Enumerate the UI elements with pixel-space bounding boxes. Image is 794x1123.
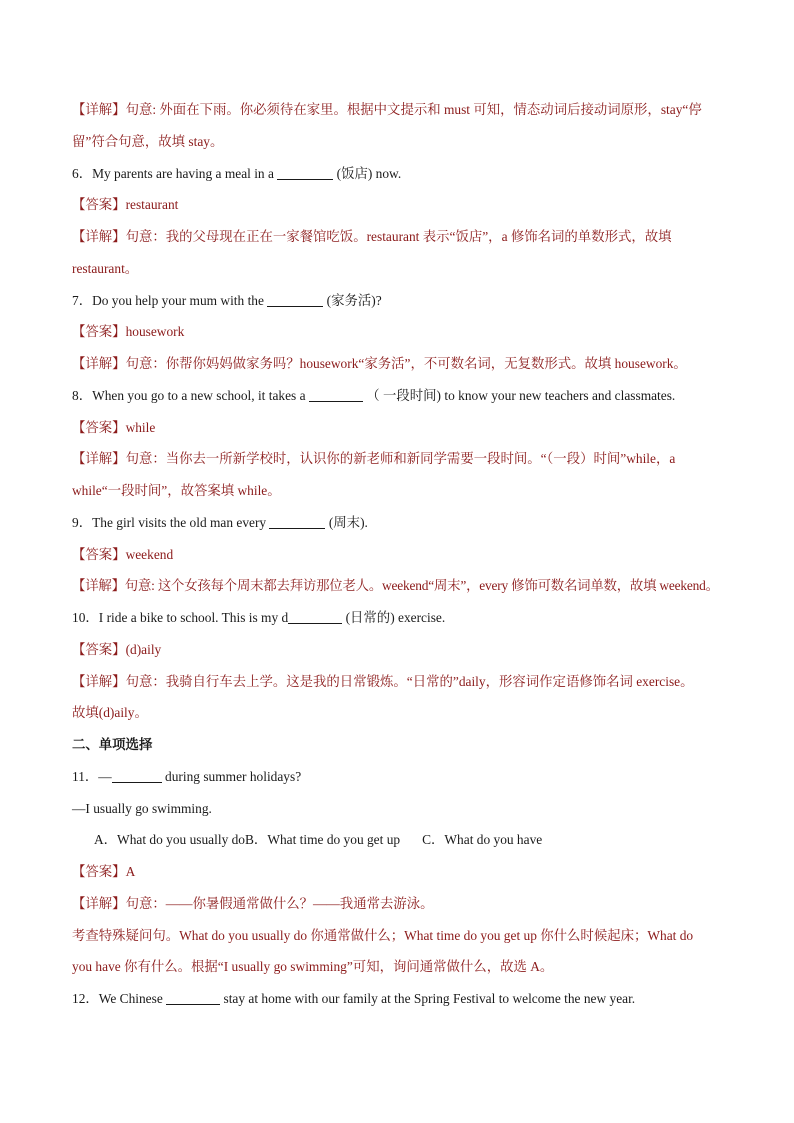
question-text: — <box>98 768 112 784</box>
question-number: 8． <box>72 387 93 403</box>
answer-blank <box>269 514 325 529</box>
explanation-text: 句意: 外面在下雨。你必须待在家里。根据中文提示和 must 可知，情态动词后接动词原形，stay“停 <box>125 102 702 117</box>
explanation-text: 考查特殊疑问句。What do you usually do 你通常做什么；What time do you get up 你什么时候起床；What do <box>72 927 694 943</box>
answer-blank <box>267 292 323 307</box>
answer-line <box>72 412 732 444</box>
answer-line <box>72 316 732 348</box>
answer-text: (d)aily <box>125 641 162 657</box>
explanation-line <box>72 888 732 920</box>
explanation-text: 句意：我骑自行车去上学。这是我的日常锻炼。“日常的”daily，形容词作定语修饰名词 exercise。 <box>125 673 694 689</box>
answer-tag: 【答案】 <box>72 546 126 562</box>
question-text: （ 一段时间) to know your new teachers and classmates. <box>362 387 676 403</box>
explanation-continuation <box>72 920 732 952</box>
option-a: A．What do you usually do <box>94 832 245 848</box>
answer-text: housework <box>125 324 185 340</box>
explanation-continuation <box>72 126 732 158</box>
answer-text: while <box>125 419 156 435</box>
question-6 <box>72 158 732 190</box>
answer-line <box>72 634 732 666</box>
question-text: My parents are having a meal in a <box>92 165 278 181</box>
explanation-tag: 【详解】 <box>72 895 126 911</box>
question-text: (周末). <box>325 514 368 530</box>
explanation-continuation <box>72 697 732 729</box>
question-7 <box>72 285 732 317</box>
explanation-line <box>72 570 732 602</box>
explanation-line <box>72 348 732 380</box>
question-text: (家务活)? <box>323 292 382 308</box>
answer-blank <box>309 387 363 402</box>
option-c: C．What do you have <box>422 832 543 848</box>
question-11 <box>72 761 732 793</box>
question-text: (日常的) exercise. <box>342 610 446 625</box>
explanation-line <box>72 666 732 698</box>
question-number: 10． <box>72 610 99 625</box>
question-12 <box>72 983 732 1015</box>
explanation-line <box>72 221 732 253</box>
explanation-text: restaurant。 <box>72 260 139 276</box>
explanation-tag: 【详解】 <box>72 102 126 117</box>
answer-line <box>72 189 732 221</box>
explanation-tag: 【详解】 <box>72 356 126 371</box>
explanation-continuation <box>72 951 732 983</box>
explanation-text: while“一段时间”，故答案填 while。 <box>72 483 281 498</box>
question-8 <box>72 380 732 412</box>
answer-line <box>72 856 732 888</box>
explanation-text: 留”符合句意，故填 stay。 <box>72 133 224 149</box>
dialogue-reply <box>72 793 732 825</box>
question-number: 12． <box>72 991 99 1006</box>
answer-tag: 【答案】 <box>72 197 126 213</box>
option-b: B．What time do you get up <box>245 832 401 848</box>
section-heading <box>72 729 732 761</box>
answer-text: weekend <box>125 546 174 562</box>
answer-blank <box>112 768 162 783</box>
explanation-tag: 【详解】 <box>72 673 126 689</box>
question-number: 11． <box>72 768 99 784</box>
explanation-text: 句意: 这个女孩每个周末都去拜访那位老人。weekend“周末”，every 修饰可数名词单数，故填 weekend。 <box>124 578 719 594</box>
explanation-continuation <box>72 253 732 285</box>
answer-line <box>72 539 732 571</box>
explanation-line <box>72 443 732 475</box>
answer-blank <box>288 609 342 624</box>
explanation-text: 故填(d)aily。 <box>72 705 148 721</box>
explanation-text: 句意：我的父母现在正在一家餐馆吃饭。restaurant 表示“饭店”，a 修饰名词的单数形式，故填 <box>125 229 672 244</box>
explanation-text: 句意：当你去一所新学校时，认识你的新老师和新同学需要一段时间。“（一段）时间”while，a <box>125 451 676 467</box>
explanation-continuation <box>72 475 732 507</box>
question-text: I ride a bike to school. This is my d <box>98 610 289 625</box>
question-text: (饭店) now. <box>333 165 402 181</box>
explanation-text: you have 你有什么。根据“I usually go swimming”可知，询问通常做什么，故选 A。 <box>72 959 554 975</box>
options-row <box>72 824 732 856</box>
answer-tag: 【答案】 <box>72 641 126 657</box>
question-text: When you go to a new school, it takes a <box>92 387 309 403</box>
question-text: during summer holidays? <box>161 768 302 784</box>
explanation-tag: 【详解】 <box>72 578 125 594</box>
explanation-text: 句意：——你暑假通常做什么？——我通常去游泳。 <box>125 895 434 911</box>
question-text: Do you help your mum with the <box>92 292 268 308</box>
answer-tag: 【答案】 <box>72 864 126 879</box>
question-text: The girl visits the old man every <box>92 514 270 530</box>
question-text: We Chinese <box>98 991 167 1006</box>
question-text: stay at home with our family at the Spring Festival to welcome the new year. <box>220 991 636 1006</box>
explanation-tag: 【详解】 <box>72 451 126 467</box>
answer-blank <box>166 990 220 1005</box>
answer-text: restaurant <box>125 197 179 213</box>
answer-blank <box>277 165 333 180</box>
answer-text: A <box>125 864 136 879</box>
explanation-line <box>72 94 732 126</box>
question-10 <box>72 602 732 634</box>
question-number: 7． <box>72 292 93 308</box>
question-9 <box>72 507 732 539</box>
explanation-text: 句意：你帮你妈妈做家务吗？housework“家务活”，不可数名词，无复数形式。故填 housework。 <box>125 356 687 371</box>
answer-tag: 【答案】 <box>72 419 126 435</box>
worksheet-page <box>72 94 732 1015</box>
question-number: 9． <box>72 514 93 530</box>
question-number: 6． <box>72 165 93 181</box>
explanation-tag: 【详解】 <box>72 229 126 244</box>
answer-tag: 【答案】 <box>72 324 126 340</box>
section-title: 二、单项选择 <box>72 737 153 752</box>
dialogue-text: —I usually go swimming. <box>72 800 212 816</box>
